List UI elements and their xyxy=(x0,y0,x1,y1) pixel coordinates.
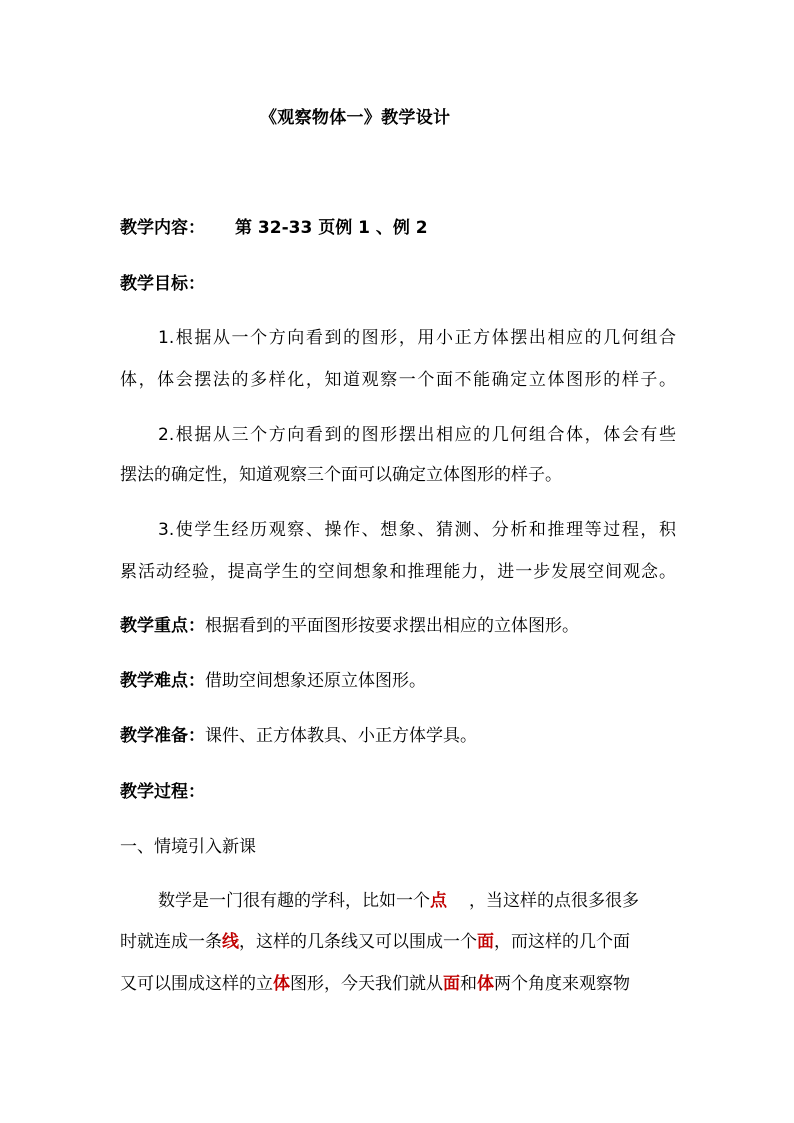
section-1-paragraph-line-3 xyxy=(120,972,630,996)
text-run: 又可以围成这样的立 xyxy=(120,974,273,994)
key-point-row xyxy=(120,614,579,638)
difficulty-row xyxy=(120,669,426,693)
highlight-line: 线 xyxy=(222,932,239,952)
goal-2-line-2: 摆法的确定性，知道观察三个面可以确定立体图形的样子。 xyxy=(120,465,562,485)
goal-2-line-1: 2.根据从三个方向看到的图形摆出相应的几何组合体，体会有些 xyxy=(158,425,676,445)
preparation-row xyxy=(120,724,477,748)
section-1-paragraph-line-1 xyxy=(158,889,639,913)
section-1-paragraph-line-2 xyxy=(120,930,630,954)
preparation-label: 教学准备： xyxy=(120,726,205,746)
highlight-solid: 体 xyxy=(477,974,494,994)
preparation-value: 课件、正方体教具、小正方体学具。 xyxy=(205,726,477,746)
goal-1-line-1: 1.根据从一个方向看到的图形，用小正方体摆出相应的几何组合 xyxy=(158,328,676,348)
text-run: ，这样的几条线又可以围成一个 xyxy=(239,932,477,952)
text-run: 数学是一门很有趣的学科，比如一个 xyxy=(158,891,430,911)
content-value: 第 32-33 页例 1 、例 2 xyxy=(235,218,428,238)
goals-label: 教学目标： xyxy=(120,274,205,294)
text-run: 和 xyxy=(460,974,477,994)
highlight-point: 点 xyxy=(430,891,447,911)
section-1-heading: 一、情境引入新课 xyxy=(120,837,256,857)
goal-3-line-2: 累活动经验，提高学生的空间想象和推理能力，进一步发展空间观念。 xyxy=(120,562,676,582)
highlight-solid: 体 xyxy=(273,974,290,994)
difficulty-value: 借助空间想象还原立体图形。 xyxy=(205,671,426,691)
difficulty-label: 教学难点： xyxy=(120,671,205,691)
key-point-value: 根据看到的平面图形按要求摆出相应的立体图形。 xyxy=(205,616,579,636)
key-point-label: 教学重点： xyxy=(120,616,205,636)
text-run: 图形，今天我们就从 xyxy=(290,974,443,994)
goal-3-line-1: 3.使学生经历观察、操作、想象、猜测、分析和推理等过程，积 xyxy=(158,520,676,540)
text-run: ，而这样的几个面 xyxy=(494,932,630,952)
process-label: 教学过程： xyxy=(120,782,205,802)
goal-1-line-2: 体，体会摆法的多样化，知道观察一个面不能确定立体图形的样子。 xyxy=(120,370,676,390)
highlight-face: 面 xyxy=(443,974,460,994)
highlight-face: 面 xyxy=(477,932,494,952)
content-row xyxy=(120,216,428,240)
page-title: 《观察物体一》教学设计 xyxy=(260,108,451,128)
text-run: 时就连成一条 xyxy=(120,932,222,952)
content-label: 教学内容： xyxy=(120,218,205,238)
text-run: ，当这样的点很多很多 xyxy=(469,891,639,911)
text-run: 两个角度来观察物 xyxy=(494,974,630,994)
